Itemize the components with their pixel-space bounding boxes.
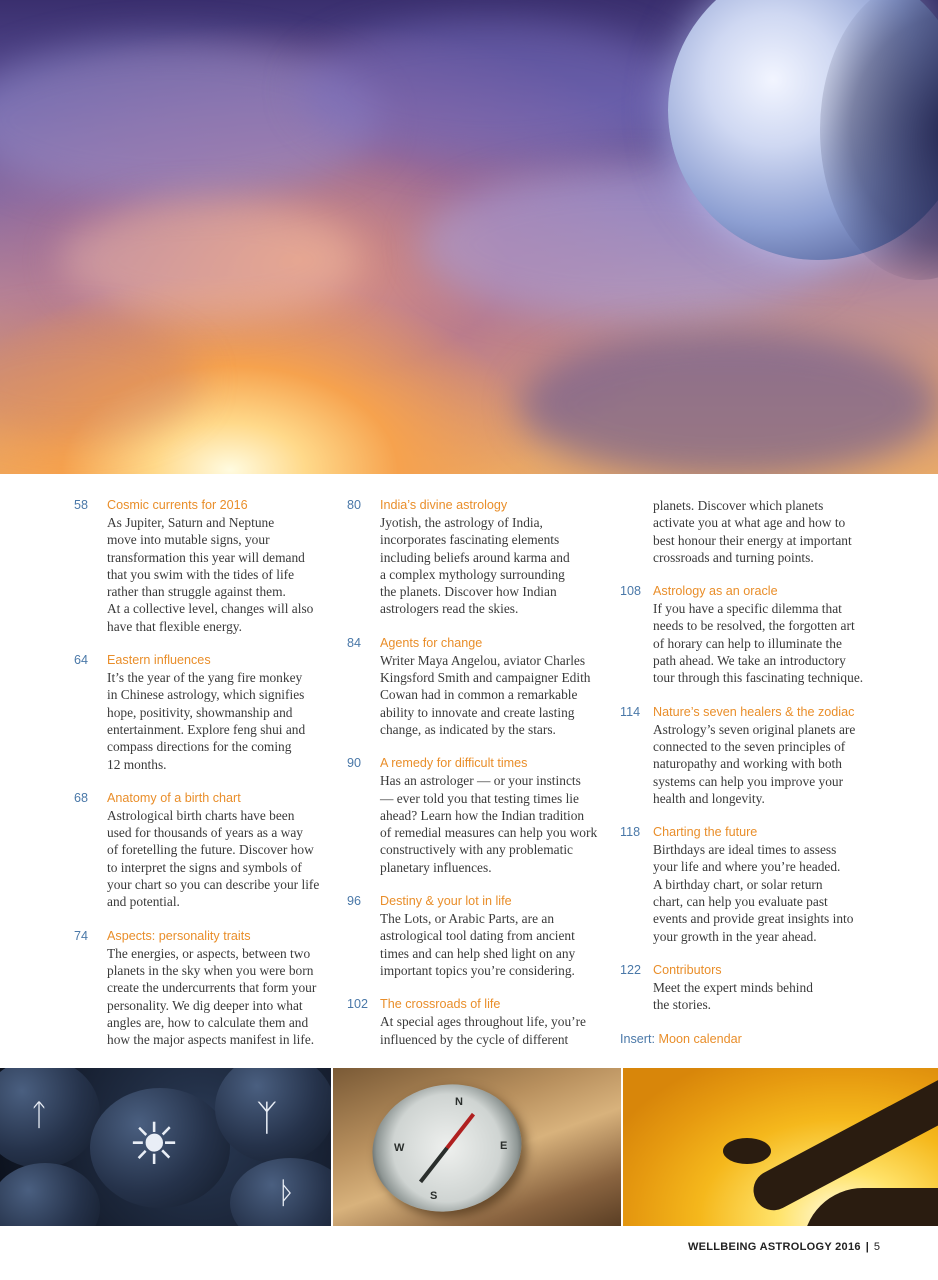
rune-icon: ᚦ	[278, 1176, 296, 1211]
contents-column-1	[74, 497, 339, 1065]
cloud-shape	[60, 200, 360, 320]
contents-entry[interactable]	[74, 652, 339, 773]
page-number: 108	[620, 584, 642, 599]
contents-entry[interactable]	[74, 497, 339, 635]
insert-title[interactable]: Moon calendar	[658, 1031, 742, 1046]
compass-south: S	[430, 1190, 438, 1202]
entry-description: The energies, or aspects, between two planets in the sky when you were born create the undercurrents that form your personality. We dig deeper into what angles are, how to calculate them and how the major aspects manifest in life.	[107, 945, 317, 1048]
page-number: 96	[347, 894, 362, 909]
entry-description: Writer Maya Angelou, aviator Charles Kingsford Smith and campaigner Edith Cowan had in common a remarkable ability to innovate and create lasting change, as indicated by the stars.	[380, 652, 591, 737]
entry-title[interactable]: Charting the future	[653, 825, 758, 840]
meditating-hand-silhouette	[723, 1138, 771, 1164]
entry-title[interactable]: Anatomy of a birth chart	[107, 790, 241, 805]
page-number: 84	[347, 635, 362, 650]
sun-rune-icon: ☀	[128, 1110, 180, 1178]
page-number: 102	[347, 997, 369, 1012]
entry-title[interactable]: A remedy for difficult times	[380, 756, 528, 771]
entry-title[interactable]: Destiny & your lot in life	[380, 894, 512, 909]
contents-entry[interactable]	[347, 755, 612, 876]
page-number: 74	[74, 928, 89, 943]
rune-stone	[0, 1163, 100, 1226]
page-number: 122	[620, 962, 642, 977]
cloud-shape	[300, 20, 680, 160]
rune-stone	[0, 1068, 100, 1168]
footer-separator: |	[865, 1241, 869, 1253]
entry-title[interactable]: The crossroads of life	[380, 997, 501, 1012]
entry-description: The Lots, or Arabic Parts, are an astrological tool dating from ancient times and can help shed light on any important topics you’re considering.	[380, 911, 576, 978]
insert-label: Insert:	[620, 1031, 655, 1046]
entry-description: At special ages throughout life, you’re influenced by the cycle of different	[380, 1014, 587, 1047]
contents-column-3	[620, 497, 885, 1048]
magazine-title: WELLBEING ASTROLOGY 2016	[687, 1241, 861, 1253]
contents-entry[interactable]	[347, 497, 612, 618]
entry-description-continued: planets. Discover which planets activate you at what age and how to best honour their energy at important crossroads and turning points.	[653, 498, 852, 565]
entry-title[interactable]: Eastern influences	[107, 653, 211, 668]
contents-entry[interactable]	[347, 996, 612, 1048]
page-number: 90	[347, 756, 362, 771]
compass-north: N	[455, 1096, 463, 1108]
entry-description: Astrology’s seven original planets are connected to the seven principles of naturopathy and working with both systems can help you improve your health and longevity.	[653, 721, 856, 806]
page-number: 64	[74, 653, 89, 668]
rune-icon: ᛉ	[256, 1098, 278, 1139]
page-number-footer: 5	[873, 1241, 880, 1253]
entry-description: Jyotish, the astrology of India, incorporates fascinating elements including beliefs around karma and a complex mythology surrounding the planets. Discover how Indian astrologers read the skies.	[380, 515, 570, 617]
contents-entry[interactable]	[620, 704, 885, 807]
meditation-photo	[623, 1068, 938, 1226]
page-footer	[688, 1241, 880, 1253]
entry-description: It’s the year of the yang fire monkey in Chinese astrology, which signifies hope, positivity, showmanship and entertainment. Explore feng shui and compass directions for the coming 12 months.	[107, 670, 306, 772]
entry-description: Has an astrologer — or your instincts — ever told you that testing times lie ahead? Learn how the Indian tradition of remedial measures can help you work constructively with any problematic planetary influences.	[380, 773, 598, 875]
entry-title[interactable]: Aspects: personality traits	[107, 928, 251, 943]
page-number: 80	[347, 498, 362, 512]
insert-note[interactable]	[620, 1031, 885, 1048]
page-number: 114	[620, 704, 641, 719]
contents-entry[interactable]	[620, 962, 885, 1014]
entry-title[interactable]: Astrology as an oracle	[653, 584, 778, 599]
compass-west: W	[394, 1142, 405, 1154]
contents-entry[interactable]	[347, 893, 612, 979]
contents-column-2	[347, 497, 612, 1065]
entry-description: Meet the expert minds behind the stories.	[653, 979, 813, 1013]
entry-title[interactable]: Contributors	[653, 962, 722, 977]
contents-entry[interactable]	[347, 635, 612, 738]
entry-description: As Jupiter, Saturn and Neptune move into mutable signs, your transformation this year will demand that you swim with the tides of life rather than struggle against them. At a collective level, changes will also have that flexible energy.	[107, 515, 314, 634]
entry-title[interactable]: Nature’s seven healers & the zodiac	[653, 704, 855, 719]
rune-icon: ᛏ	[30, 1098, 48, 1133]
entry-title[interactable]: Cosmic currents for 2016	[107, 498, 248, 512]
page-number: 68	[74, 790, 89, 805]
entry-description: Birthdays are ideal times to assess your life and where you’re headed. A birthday chart, or solar return chart, can help you evaluate past events and provide great insights into your growth in the year ahead.	[653, 842, 854, 944]
contents-entry[interactable]	[620, 583, 885, 686]
cloud-shape	[520, 330, 938, 474]
entry-description: Astrological birth charts have been used for thousands of years as a way of foretelling the future. Discover how to interpret the signs and symbols of your chart so you can describe your life and potential.	[107, 807, 320, 910]
rune-stones-photo	[0, 1068, 331, 1226]
entry-title[interactable]: India’s divine astrology	[380, 498, 508, 512]
meditating-leg-silhouette	[803, 1188, 938, 1226]
entry-title[interactable]: Agents for change	[380, 635, 483, 650]
page-number: 58	[74, 498, 89, 512]
contents-entry[interactable]	[74, 928, 339, 1049]
contents-entry[interactable]	[620, 824, 885, 945]
compass-east: E	[500, 1140, 508, 1152]
cloud-shape	[0, 320, 200, 440]
hero-sky-image	[0, 0, 938, 474]
contents-entry[interactable]	[74, 790, 339, 911]
page-number: 118	[620, 825, 641, 840]
entry-description: If you have a specific dilemma that needs to be resolved, the forgotten art of horary can help to illuminate the path ahead. We take an introductory tour through this fascinating technique.	[653, 601, 864, 686]
